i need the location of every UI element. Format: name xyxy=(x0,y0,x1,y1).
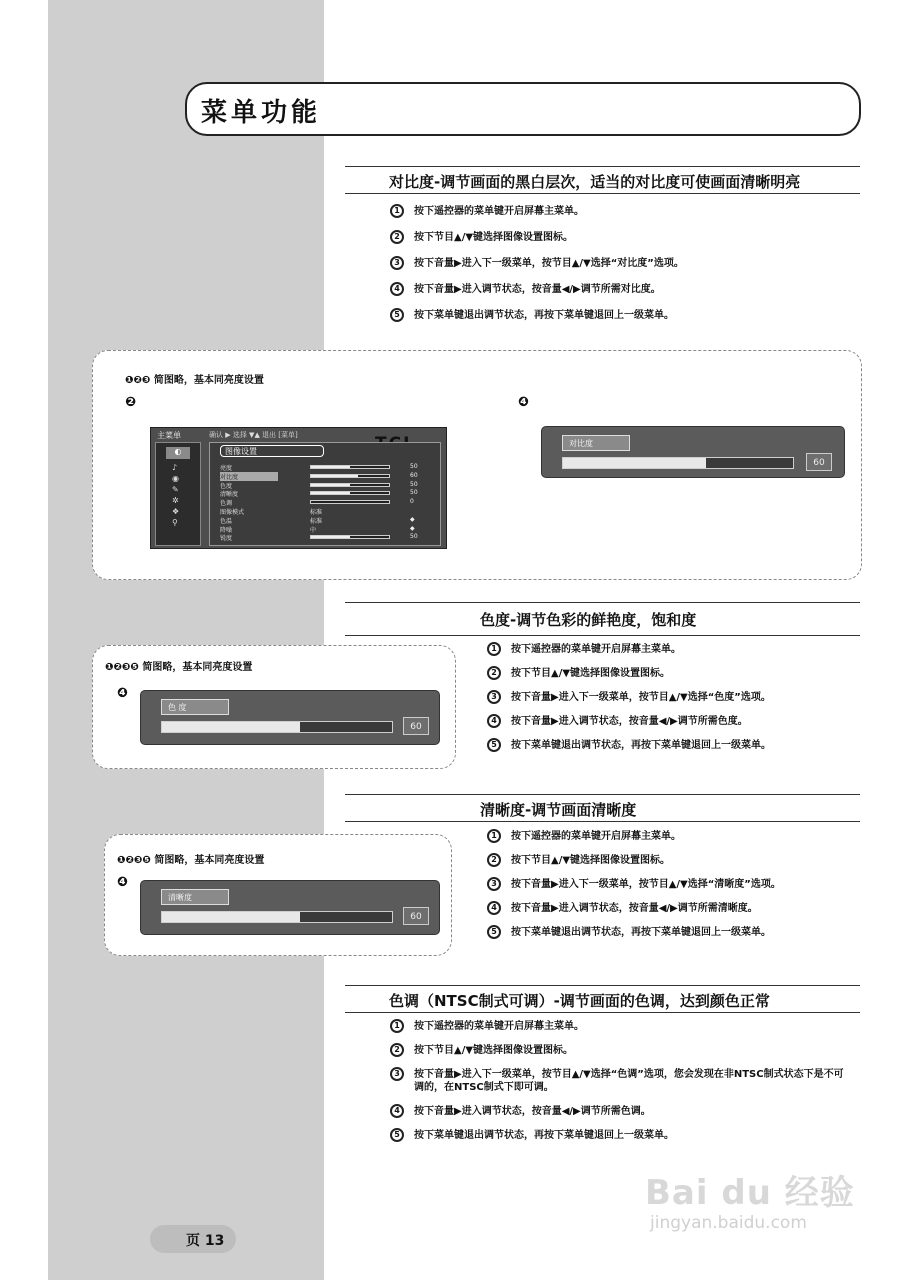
step-number-2: 2 xyxy=(487,666,501,680)
step-number-3: 3 xyxy=(390,256,404,270)
row-bar xyxy=(310,500,390,504)
row-value: 0 xyxy=(410,498,414,506)
row-label: 降噪 xyxy=(220,526,233,534)
search-icon: ⚲ xyxy=(172,518,178,527)
row-label: 清晰度 xyxy=(220,491,239,499)
row-label: 对比度 xyxy=(220,472,278,481)
list-item: 5 按下菜单键退出调节状态，再按下菜单键退回上一级菜单。 xyxy=(390,309,860,322)
table-row xyxy=(220,472,435,481)
section-title: 图像设置 xyxy=(220,445,324,457)
left-gray-band xyxy=(48,0,324,1280)
osd-label: 清晰度 xyxy=(161,889,229,905)
step-number-2: 2 xyxy=(390,1043,404,1057)
panel-title: ❶❷❸❺ 简图略，基本同亮度设置 xyxy=(117,855,265,866)
row-bar xyxy=(310,465,390,469)
saturation-osd-bar xyxy=(140,690,440,745)
step-number-1: 1 xyxy=(487,642,501,656)
table-row xyxy=(220,507,435,516)
table-row xyxy=(220,489,435,498)
osd-label: 色 度 xyxy=(161,699,229,715)
list-item: 2 按下节目▲/▼键选择图像设置图标。 xyxy=(487,854,867,867)
row-bar xyxy=(310,483,390,487)
list-item: 2 按下节目▲/▼键选择图像设置图标。 xyxy=(390,1044,850,1057)
row-label: 色调 xyxy=(220,500,233,508)
list-item: 2 按下节目▲/▼键选择图像设置图标。 xyxy=(487,667,867,680)
tv-osd-menu xyxy=(150,427,447,549)
step-number-1: 1 xyxy=(390,1019,404,1033)
menu-step-marker: ❷ xyxy=(125,395,137,410)
osd-fill xyxy=(162,722,300,732)
osd-fill xyxy=(162,912,300,922)
step-number-3: 3 xyxy=(487,877,501,891)
table-row xyxy=(220,533,435,542)
list-item: 3 按下音量▶进入下一级菜单，按节目▲/▼选择“对比度”选项。 xyxy=(390,257,860,270)
list-item: 4 按下音量▶进入调节状态，按音量◀/▶调节所需清晰度。 xyxy=(487,902,867,915)
row-value: 50 xyxy=(410,480,418,488)
row-value: 50 xyxy=(410,489,418,497)
list-item: 5 按下菜单键退出调节状态，再按下菜单键退回上一级菜单。 xyxy=(487,739,867,752)
menu-rows xyxy=(220,463,435,543)
sharpness-heading-bar xyxy=(345,794,860,822)
list-item: 5 按下菜单键退出调节状态，再按下菜单键退回上一级菜单。 xyxy=(487,926,867,939)
osd-step-marker: ❹ xyxy=(117,686,129,701)
list-item: 3 按下音量▶进入下一级菜单，按节目▲/▼选择“色度”选项。 xyxy=(487,691,867,704)
saturation-heading: 色度-调节色彩的鲜艳度，饱和度 xyxy=(480,611,697,629)
step-number-2: 2 xyxy=(487,853,501,867)
row-label: 色温 xyxy=(220,517,233,525)
contrast-steps xyxy=(390,205,860,322)
page-title-box xyxy=(185,82,861,136)
contrast-heading: 对比度-调节画面的黑白层次，适当的对比度可使画面清晰明亮 xyxy=(389,173,801,191)
channel-icon: ◉ xyxy=(172,474,179,483)
sidebar-title: 主菜单 xyxy=(157,431,181,440)
row-bar xyxy=(310,491,390,495)
list-item: 4 按下音量▶进入调节状态，按音量◀/▶调节所需色调。 xyxy=(390,1105,850,1118)
contrast-heading-bar xyxy=(345,166,860,194)
baidu-watermark: Bai du 经验 xyxy=(645,1173,855,1213)
row-text: 中 xyxy=(310,526,317,534)
osd-value: 60 xyxy=(403,717,429,735)
saturation-steps xyxy=(487,643,867,752)
list-item: 5 按下菜单键退出调节状态，再按下菜单键退回上一级菜单。 xyxy=(390,1129,850,1142)
step-number-3: 3 xyxy=(487,690,501,704)
tool-icon: ✎ xyxy=(172,485,179,494)
list-item: 1 按下遥控器的菜单键开启屏幕主菜单。 xyxy=(487,830,867,843)
list-item: 1 按下遥控器的菜单键开启屏幕主菜单。 xyxy=(487,643,867,656)
list-item: 4 按下音量▶进入调节状态，按音量◀/▶调节所需对比度。 xyxy=(390,283,860,296)
page-number-tab xyxy=(150,1225,236,1253)
row-value: 50 xyxy=(410,533,418,541)
table-row xyxy=(220,463,435,472)
picture-icon: ◐ xyxy=(166,447,190,459)
step-number-5: 5 xyxy=(487,738,501,752)
table-row xyxy=(220,481,435,490)
saturation-heading-bar xyxy=(345,602,860,636)
watermark-url: jingyan.baidu.com xyxy=(650,1213,807,1233)
row-text: 标准 xyxy=(310,508,323,516)
tint-heading: 色调（NTSC制式可调）-调节画面的色调，达到颜色正常 xyxy=(389,992,770,1010)
panel-title: ❶❷❸❺ 简图略，基本同亮度设置 xyxy=(105,662,253,673)
row-value: 60 xyxy=(410,471,418,479)
step-number-5: 5 xyxy=(390,1128,404,1142)
osd-step-marker: ❹ xyxy=(117,875,129,890)
row-label: 亮度 xyxy=(220,465,233,472)
row-text: 标准 xyxy=(310,517,323,525)
step-number-3: 3 xyxy=(390,1067,404,1081)
osd-value: 60 xyxy=(403,907,429,925)
list-item: 1 按下遥控器的菜单键开启屏幕主菜单。 xyxy=(390,1020,850,1033)
row-value: 50 xyxy=(410,463,418,470)
tint-steps xyxy=(390,1020,850,1142)
row-bar xyxy=(310,474,390,478)
step-number-2: 2 xyxy=(390,230,404,244)
step-number-4: 4 xyxy=(487,901,501,915)
contrast-osd-bar xyxy=(541,426,845,478)
osd-value: 60 xyxy=(806,453,832,471)
osd-fill xyxy=(563,458,706,468)
sharpness-osd-bar xyxy=(140,880,440,935)
top-nav: 确认 ▶ 选择 ▼▲ 退出 [菜单] xyxy=(209,431,298,439)
content-area xyxy=(209,442,441,546)
page-number: 页 13 xyxy=(186,1233,225,1249)
step-number-4: 4 xyxy=(487,714,501,728)
osd-step-marker: ❹ xyxy=(518,395,530,410)
osd-track xyxy=(161,721,393,733)
tint-heading-bar xyxy=(345,985,860,1013)
table-row xyxy=(220,525,435,534)
row-bar xyxy=(310,535,390,539)
osd-track xyxy=(562,457,794,469)
step-number-1: 1 xyxy=(487,829,501,843)
sidebar xyxy=(155,442,201,546)
list-item: 3 按下音量▶进入下一级菜单，按节目▲/▼选择“色调”选项，您会发现在非NTSC制式状态下是不可调的，在NTSC制式下即可调。 xyxy=(390,1068,850,1094)
osd-track xyxy=(161,911,393,923)
sharpness-steps xyxy=(487,830,867,939)
table-row xyxy=(220,516,435,525)
row-label: 色度 xyxy=(220,482,233,490)
list-item: 1 按下遥控器的菜单键开启屏幕主菜单。 xyxy=(390,205,860,218)
row-value: ◆ xyxy=(410,524,415,532)
sound-icon: ♪ xyxy=(172,463,178,472)
step-number-5: 5 xyxy=(487,925,501,939)
setting-icon: ✲ xyxy=(172,496,179,505)
row-label: 图像模式 xyxy=(220,508,245,516)
row-value: ◆ xyxy=(410,515,415,523)
step-number-4: 4 xyxy=(390,282,404,296)
row-label: 锐度 xyxy=(220,535,233,543)
list-item: 3 按下音量▶进入下一级菜单，按节目▲/▼选择“清晰度”选项。 xyxy=(487,878,867,891)
lock-icon: ❖ xyxy=(172,507,180,516)
osd-label: 对比度 xyxy=(562,435,630,451)
list-item: 4 按下音量▶进入调节状态，按音量◀/▶调节所需色度。 xyxy=(487,715,867,728)
table-row xyxy=(220,498,435,507)
step-number-5: 5 xyxy=(390,308,404,322)
page-title: 菜单功能 xyxy=(201,98,322,128)
list-item: 2 按下节目▲/▼键选择图像设置图标。 xyxy=(390,231,860,244)
step-number-1: 1 xyxy=(390,204,404,218)
panel-title: ❶❷❸ 简图略，基本同亮度设置 xyxy=(125,375,264,386)
step-number-4: 4 xyxy=(390,1104,404,1118)
sharpness-heading: 清晰度-调节画面清晰度 xyxy=(480,801,637,819)
